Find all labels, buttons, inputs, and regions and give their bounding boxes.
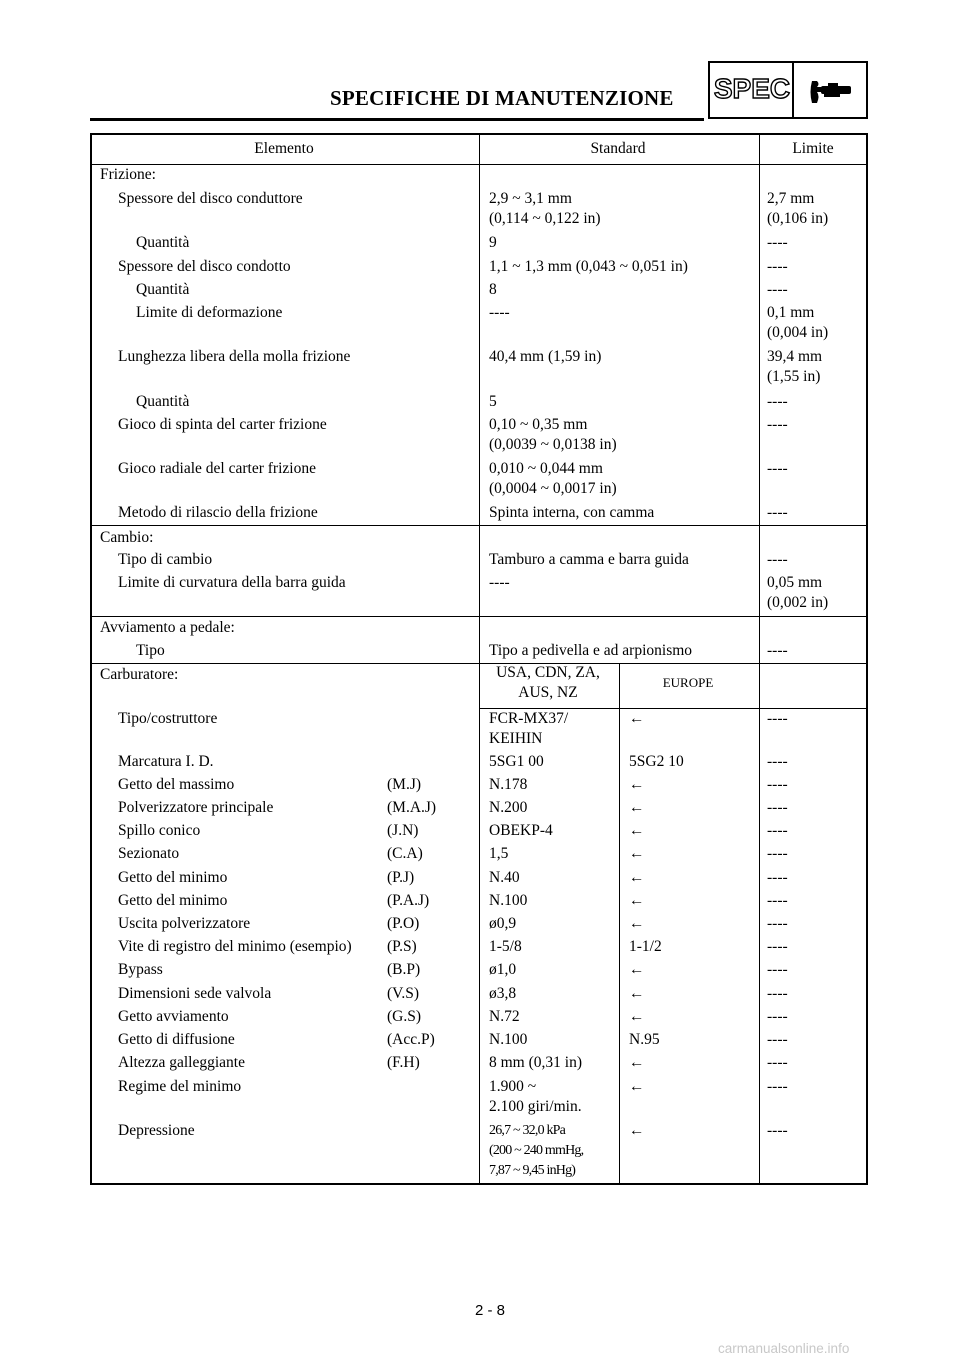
spec-usa-value: 26,7 ~ 32,0 kPa xyxy=(489,1123,566,1138)
spec-limit: 39,4 mm xyxy=(767,348,823,365)
spec-standard: Tamburo a camma e barra guida xyxy=(489,551,689,568)
spec-item: Regime del minimo xyxy=(118,1078,242,1095)
spec-code: (P.S) xyxy=(387,938,417,955)
column-header-usa: AUS, NZ xyxy=(518,684,578,701)
spec-limit: ---- xyxy=(767,1122,788,1139)
spec-limit: (0,002 in) xyxy=(767,594,829,611)
spec-limit: ---- xyxy=(767,776,788,793)
spec-limit: ---- xyxy=(767,234,788,251)
spec-limit: ---- xyxy=(767,710,788,727)
spec-usa-value: KEIHIN xyxy=(489,730,543,747)
watermark: carmanualsonline.info xyxy=(718,1341,850,1356)
spec-item: Altezza galleggiante xyxy=(118,1054,245,1071)
spec-item: Quantità xyxy=(136,234,190,251)
section-heading: Cambio: xyxy=(100,529,154,546)
section-heading: Avviamento a pedale: xyxy=(100,619,235,636)
spec-usa-value: 2.100 giri/min. xyxy=(489,1098,582,1115)
spec-europe-value: ← xyxy=(629,915,645,932)
spec-item: Dimensioni sede valvola xyxy=(118,985,272,1002)
spec-limit: ---- xyxy=(767,938,788,955)
spec-europe-value: N.95 xyxy=(629,1031,660,1048)
spec-standard: 0,010 ~ 0,044 mm xyxy=(489,460,603,477)
spec-usa-value: N.200 xyxy=(489,799,528,816)
spec-limit: ---- xyxy=(767,416,788,433)
spec-item: Polverizzatore principale xyxy=(118,799,274,816)
spec-usa-value: (200 ~ 240 mmHg, xyxy=(489,1143,584,1158)
page-title: SPECIFICHE DI MANUTENZIONE xyxy=(330,86,674,110)
spec-europe-value: ← xyxy=(629,845,645,862)
spec-limit: 0,05 mm xyxy=(767,574,823,591)
spec-code: (Acc.P) xyxy=(387,1031,435,1048)
column-header-usa: USA, CDN, ZA, xyxy=(496,664,600,681)
spec-standard: (0,114 ~ 0,122 in) xyxy=(489,210,601,227)
spec-code: (P.O) xyxy=(387,915,420,932)
spec-limit: ---- xyxy=(767,281,788,298)
spec-limit: ---- xyxy=(767,1031,788,1048)
title-underline xyxy=(90,118,704,121)
spec-usa-value: 1,5 xyxy=(489,845,509,862)
section-divider xyxy=(92,525,866,526)
spec-limit: ---- xyxy=(767,1054,788,1071)
spec-item: Quantità xyxy=(136,281,190,298)
spec-europe-value: ← xyxy=(629,1008,645,1025)
spec-item: Metodo di rilascio della frizione xyxy=(118,504,318,521)
spec-item: Vite di registro del minimo (esempio) xyxy=(118,938,352,955)
spec-standard: (0,0039 ~ 0,0138 in) xyxy=(489,436,617,453)
spec-code: (P.J) xyxy=(387,869,415,886)
spec-item: Getto avviamento xyxy=(118,1008,229,1025)
spec-usa-value: N.100 xyxy=(489,892,528,909)
spec-standard: 1,1 ~ 1,3 mm (0,043 ~ 0,051 in) xyxy=(489,258,688,275)
spec-limit: ---- xyxy=(767,869,788,886)
spec-standard: 9 xyxy=(489,234,497,251)
col-divider xyxy=(479,135,480,1185)
spec-limit: (1,55 in) xyxy=(767,368,821,385)
spec-usa-value: N.72 xyxy=(489,1008,520,1025)
spec-limit: ---- xyxy=(767,1008,788,1025)
wrench-icon xyxy=(808,77,856,107)
spec-item: Sezionato xyxy=(118,845,180,862)
header-standard: Standard xyxy=(590,140,646,157)
spec-item: Marcatura I. D. xyxy=(118,753,214,770)
spec-standard: 8 xyxy=(489,281,497,298)
spec-limit: ---- xyxy=(767,753,788,770)
spec-item: Getto di diffusione xyxy=(118,1031,235,1048)
spec-item: Getto del massimo xyxy=(118,776,235,793)
spec-usa-value: 1-5/8 xyxy=(489,938,522,955)
spec-limit: ---- xyxy=(767,551,788,568)
spec-label: SPEC xyxy=(713,73,791,104)
spec-code: (M.A.J) xyxy=(387,799,437,816)
spec-europe-value: ← xyxy=(629,776,645,793)
spec-code: (B.P) xyxy=(387,961,421,978)
spec-limit: ---- xyxy=(767,915,788,932)
spec-code: (G.S) xyxy=(387,1008,422,1025)
spec-item: Spessore del disco conduttore xyxy=(118,190,303,207)
section-heading: Frizione: xyxy=(100,166,156,183)
spec-item: Limite di deformazione xyxy=(136,304,283,321)
spec-item: Gioco radiale del carter frizione xyxy=(118,460,316,477)
spec-item: Spillo conico xyxy=(118,822,201,839)
header-divider xyxy=(92,164,866,165)
spec-usa-value: ø3,8 xyxy=(489,985,517,1002)
spec-usa-value: OBEKP-4 xyxy=(489,822,553,839)
spec-europe-value: ← xyxy=(629,869,645,886)
spec-limit: ---- xyxy=(767,460,788,477)
col-divider xyxy=(759,135,760,1185)
spec-standard: (0,0004 ~ 0,0017 in) xyxy=(489,480,617,497)
spec-europe-value: ← xyxy=(629,1078,645,1095)
spec-code: (V.S) xyxy=(387,985,420,1002)
spec-item: Uscita polverizzatore xyxy=(118,915,251,932)
spec-europe-value: ← xyxy=(629,892,645,909)
spec-item: Getto del minimo xyxy=(118,869,228,886)
spec-europe-value: ← xyxy=(629,822,645,839)
spec-limit: ---- xyxy=(767,892,788,909)
spec-europe-value: ← xyxy=(629,710,645,727)
spec-limit: ---- xyxy=(767,822,788,839)
spec-item: Lunghezza libera della molla frizione xyxy=(118,348,351,365)
spec-standard: 5 xyxy=(489,393,497,410)
spec-standard: 0,10 ~ 0,35 mm xyxy=(489,416,588,433)
spec-usa-value: 8 mm (0,31 in) xyxy=(489,1054,582,1071)
spec-usa-value: ø0,9 xyxy=(489,915,517,932)
spec-limit: (0,004 in) xyxy=(767,324,829,341)
spec-code: (C.A) xyxy=(387,845,423,862)
spec-usa-value: 5SG1 00 xyxy=(489,753,544,770)
spec-item: Bypass xyxy=(118,961,163,978)
spec-limit: ---- xyxy=(767,799,788,816)
spec-standard: Spinta interna, con camma xyxy=(489,504,655,521)
spec-europe-value: ← xyxy=(629,799,645,816)
col-divider xyxy=(619,663,620,1185)
spec-table xyxy=(90,133,868,1185)
spec-europe-value: 1-1/2 xyxy=(629,938,662,955)
spec-limit: ---- xyxy=(767,393,788,410)
spec-standard: Tipo a pedivella e ad arpionismo xyxy=(489,642,693,659)
spec-item: Depressione xyxy=(118,1122,195,1139)
spec-limit: ---- xyxy=(767,258,788,275)
spec-standard: ---- xyxy=(489,574,510,591)
spec-standard: 40,4 mm (1,59 in) xyxy=(489,348,602,365)
spec-item: Quantità xyxy=(136,393,190,410)
spec-limit: (0,106 in) xyxy=(767,210,829,227)
spec-item: Getto del minimo xyxy=(118,892,228,909)
spec-limit: ---- xyxy=(767,961,788,978)
spec-limit: ---- xyxy=(767,504,788,521)
spec-standard: ---- xyxy=(489,304,510,321)
spec-item: Tipo/costruttore xyxy=(118,710,218,727)
page-number: 2 - 8 xyxy=(474,1302,505,1319)
spec-code: (F.H) xyxy=(387,1054,420,1071)
spec-code: (P.A.J) xyxy=(387,892,430,909)
section-heading: Carburatore: xyxy=(100,666,179,683)
column-header-europe: EUROPE xyxy=(662,675,714,690)
spec-limit: ---- xyxy=(767,985,788,1002)
spec-code: (M.J) xyxy=(387,776,422,793)
header-item: Elemento xyxy=(254,140,314,157)
spec-usa-value: 7,87 ~ 9,45 inHg) xyxy=(489,1163,576,1178)
spec-standard: 2,9 ~ 3,1 mm xyxy=(489,190,572,207)
spec-europe-value: ← xyxy=(629,1054,645,1071)
header-limit: Limite xyxy=(792,140,834,157)
spec-usa-value: 1.900 ~ xyxy=(489,1078,537,1095)
spec-item: Tipo di cambio xyxy=(118,551,213,568)
spec-code: (J.N) xyxy=(387,822,419,839)
spec-item: Limite di curvatura della barra guida xyxy=(118,574,346,591)
spec-item: Spessore del disco condotto xyxy=(118,258,291,275)
spec-limit: 0,1 mm xyxy=(767,304,815,321)
spec-item: Tipo xyxy=(136,642,165,659)
spec-europe-value: 5SG2 10 xyxy=(629,753,684,770)
spec-limit: ---- xyxy=(767,845,788,862)
spec-europe-value: ← xyxy=(629,961,645,978)
spec-usa-value: N.40 xyxy=(489,869,520,886)
spec-usa-value: N.100 xyxy=(489,1031,528,1048)
spec-usa-value: N.178 xyxy=(489,776,528,793)
spec-usa-value: FCR-MX37/ xyxy=(489,710,569,727)
spec-limit: ---- xyxy=(767,1078,788,1095)
section-badge xyxy=(708,61,868,119)
spec-item: Gioco di spinta del carter frizione xyxy=(118,416,327,433)
spec-europe-value: ← xyxy=(629,985,645,1002)
spec-usa-value: ø1,0 xyxy=(489,961,517,978)
spec-europe-value: ← xyxy=(629,1122,645,1139)
spec-limit: ---- xyxy=(767,642,788,659)
spec-limit: 2,7 mm xyxy=(767,190,815,207)
